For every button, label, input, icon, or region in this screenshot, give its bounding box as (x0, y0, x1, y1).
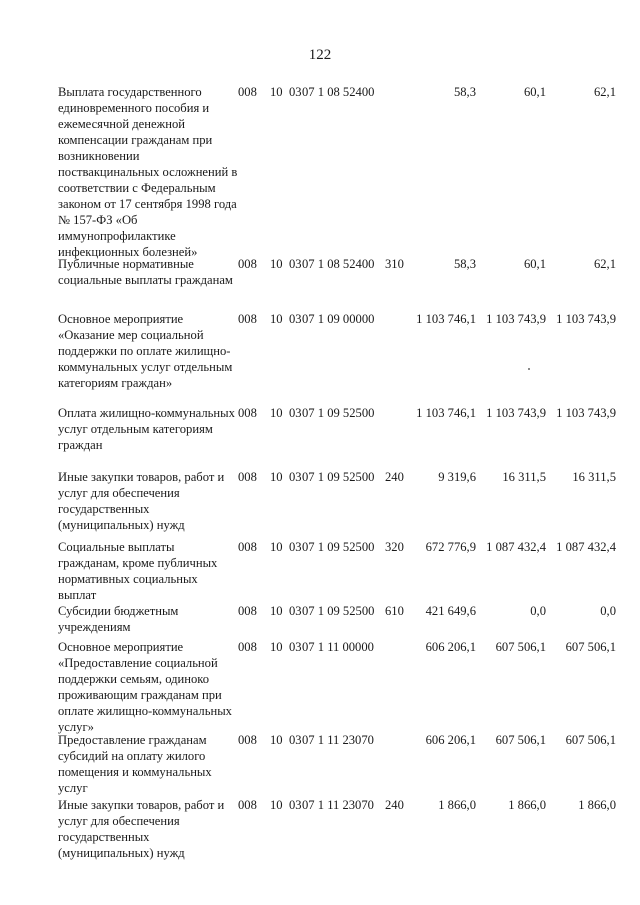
subsection-code: 03 (289, 640, 302, 654)
table-row (58, 797, 628, 861)
target-article-code: 07 1 11 23070 (302, 733, 374, 747)
amount-year-3: 62,1 (593, 257, 616, 271)
subsection-code: 03 (289, 540, 302, 554)
amount-year-2: 607 506,1 (495, 640, 546, 654)
section-code: 10 (270, 257, 283, 271)
amount-year-3: 1 103 743,9 (556, 312, 616, 326)
target-article-code: 07 1 08 52400 (302, 85, 375, 99)
ministry-code: 008 (238, 470, 257, 484)
row-name: Иные закупки товаров, работ и услуг для обеспечения государственных (муниципальных) нужд (58, 470, 225, 532)
table-row (58, 311, 628, 405)
amount-year-2: 1 866,0 (508, 798, 546, 812)
row-name: Основное мероприятие «Предоставление социальной поддержки семьям, одиноко проживающим гражданам при оплате жилищно-коммунальных услуг» (58, 640, 232, 734)
budget-table (58, 84, 628, 861)
amount-year-2: 607 506,1 (495, 733, 546, 747)
section-code: 10 (270, 640, 283, 654)
amount-year-2: 1 103 743,9 (486, 312, 546, 326)
table-row (58, 84, 628, 259)
amount-year-1: 9 319,6 (438, 470, 476, 484)
amount-year-1: 1 103 746,1 (416, 312, 476, 326)
subsection-code: 03 (289, 470, 302, 484)
amount-year-2: 1 087 432,4 (486, 540, 546, 554)
ministry-code: 008 (238, 540, 257, 554)
amount-year-1: 421 649,6 (425, 604, 476, 618)
expense-type-code: 610 (385, 604, 404, 618)
row-name: Выплата государственного единовременного пособия и ежемесячной денежной компенсации гражданам при возникновении поствакцинальных осложнений в соответствии с Федеральным законом от 17 сентября 1998 года № 157-ФЗ «Об иммунопрофилактике инфекционных болезней» (58, 85, 238, 259)
ministry-code: 008 (238, 733, 257, 747)
amount-year-1: 1 866,0 (438, 798, 476, 812)
section-code: 10 (270, 470, 283, 484)
expense-type-code: 320 (385, 540, 404, 554)
subsection-code: 03 (289, 406, 302, 420)
subsection-code: 03 (289, 312, 302, 326)
amount-year-2: 60,1 (523, 257, 546, 271)
amount-year-3: 1 087 432,4 (556, 540, 616, 554)
amount-year-1: 58,3 (453, 257, 476, 271)
amount-year-1: 1 103 746,1 (416, 406, 476, 420)
target-article-code: 07 1 08 52400 (302, 257, 375, 271)
amount-year-3: 16 311,5 (572, 470, 616, 484)
table-row (58, 539, 628, 603)
row-name: Публичные нормативные социальные выплаты гражданам (58, 257, 233, 287)
section-code: 10 (270, 85, 283, 99)
ministry-code: 008 (238, 312, 257, 326)
table-row (58, 469, 628, 539)
section-code: 10 (270, 312, 283, 326)
table-row (58, 256, 628, 311)
section-code: 10 (270, 733, 283, 747)
section-code: 10 (270, 798, 283, 812)
target-article-code: 07 1 11 00000 (302, 640, 374, 654)
row-name: Субсидии бюджетным учреждениям (58, 604, 179, 634)
ministry-code: 008 (238, 257, 257, 271)
ministry-code: 008 (238, 640, 257, 654)
target-article-code: 07 1 09 52500 (302, 540, 375, 554)
amount-year-3: 0,0 (600, 604, 616, 618)
section-code: 10 (270, 406, 283, 420)
amount-year-2: 0,0 (530, 604, 546, 618)
expense-type-code: 240 (385, 798, 404, 812)
subsection-code: 03 (289, 257, 302, 271)
target-article-code: 07 1 09 52500 (302, 406, 375, 420)
target-article-code: 07 1 09 00000 (302, 312, 375, 326)
section-code: 10 (270, 540, 283, 554)
subsection-code: 03 (289, 798, 302, 812)
amount-year-3: 62,1 (593, 85, 616, 99)
target-article-code: 07 1 09 52500 (302, 470, 375, 484)
table-row (58, 639, 628, 732)
amount-year-1: 58,3 (453, 85, 476, 99)
expense-type-code: 310 (385, 257, 404, 271)
ministry-code: 008 (238, 604, 257, 618)
expense-type-code: 240 (385, 470, 404, 484)
table-row (58, 732, 628, 797)
row-name: Предоставление гражданам субсидий на оплату жилого помещения и коммунальных услуг (58, 733, 212, 795)
amount-year-1: 606 206,1 (425, 640, 476, 654)
section-code: 10 (270, 604, 283, 618)
row-name: Оплата жилищно-коммунальных услуг отдельным категориям граждан (58, 406, 235, 452)
subsection-code: 03 (289, 604, 302, 618)
target-article-code: 07 1 09 52500 (302, 604, 375, 618)
amount-year-3: 607 506,1 (565, 733, 616, 747)
amount-year-3: 1 866,0 (578, 798, 616, 812)
amount-year-1: 672 776,9 (425, 540, 476, 554)
ministry-code: 008 (238, 406, 257, 420)
amount-year-2: 60,1 (523, 85, 546, 99)
row-name: Основное мероприятие «Оказание мер социальной поддержки по оплате жилищно-коммунальных услуг отдельным категориям граждан» (58, 312, 233, 390)
subsection-code: 03 (289, 85, 302, 99)
amount-year-1: 606 206,1 (425, 733, 476, 747)
subsection-code: 03 (289, 733, 302, 747)
target-article-code: 07 1 11 23070 (302, 798, 374, 812)
table-row (58, 405, 628, 469)
row-name: Социальные выплаты гражданам, кроме публичных нормативных социальных выплат (58, 540, 218, 602)
row-name: Иные закупки товаров, работ и услуг для обеспечения государственных (муниципальных) нужд (58, 798, 225, 860)
ministry-code: 008 (238, 85, 257, 99)
ministry-code: 008 (238, 798, 257, 812)
amount-year-2: 1 103 743,9 (486, 406, 546, 420)
scan-dot-mark (528, 368, 530, 370)
amount-year-3: 607 506,1 (565, 640, 616, 654)
page-number: 122 (308, 47, 332, 63)
amount-year-3: 1 103 743,9 (556, 406, 616, 420)
amount-year-2: 16 311,5 (502, 470, 546, 484)
table-row (58, 603, 628, 639)
